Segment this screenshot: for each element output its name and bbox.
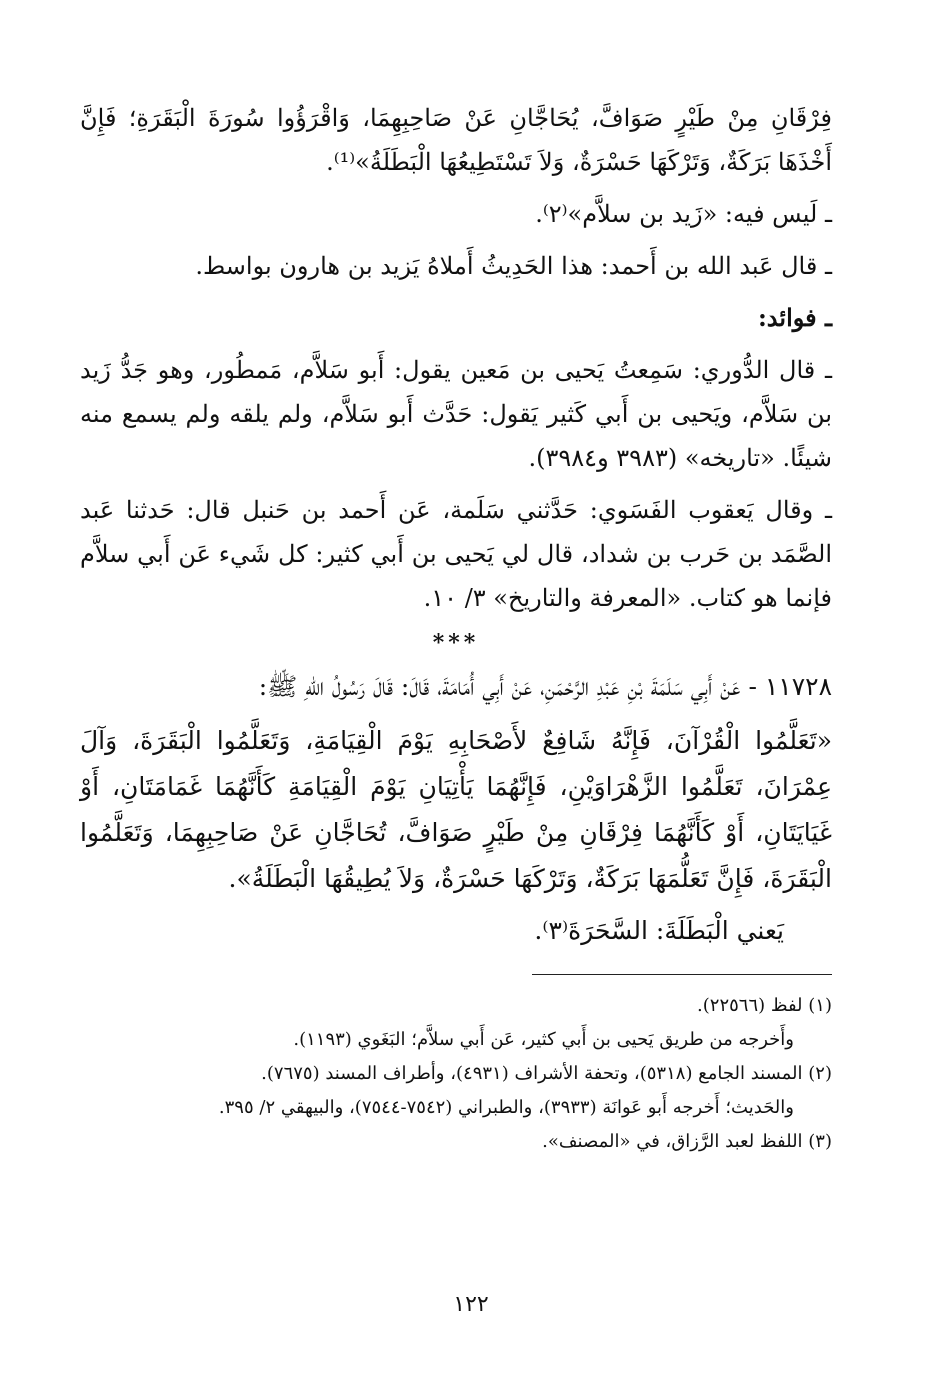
hadith-explanation: يَعني الْبَطَلَةَ: السَّحَرَةَ⁽٣⁾. [534,916,784,945]
paragraph-note-absent: ـ لَيس فيه: «زَيد بن سلاَّم»⁽٢⁾. [535,200,832,228]
hadith-matn: «تَعَلَّمُوا الْقُرْآنَ، فَإِنَّهُ شَافِعٌ لأَصْحَابِهِ يَوْمَ الْقِيَامَةِ، وَتَعَلَّمُوا الْبَقَرَةَ، وَآلَ عِمْرَانَ، تَعَلَّمُوا الزَّهْرَاوَيْنِ، فَإِنَّهُمَا يَأْتِيَانِ يَوْمَ الْقِيَامَةِ كَأَنَّهُمَا غَمَامَتَانِ، أَوْ غَيَايَتَانِ، أَوْ كَأَنَّهُمَا فِرْقَانِ مِنْ طَيْرٍ صَوَافَّ، تُحَاجَّانِ عَنْ صَاحِبِهِمَا، وَتَعَلَّمُوا الْبَقَرَةَ، فَإِنَّ تَعَلُّمَهَا بَرَكَةٌ، وَتَرْكَهَا حَسْرَةٌ، وَلاَ يُطِيقُهَا الْبَطَلَةُ». [80,726,832,893]
fawaid-heading: ـ فوائد: [757,303,832,332]
paragraph-abdullah-comment: ـ قال عَبد الله بن أَحمد: هذا الحَدِيثُ أَملاهُ يَزيد بن هارون بواسط. [195,252,832,280]
paragraph-duri: ـ قال الدُّوري: سَمِعتُ يَحيى بن مَعين يقول: أَبو سَلاَّم، مَمطُور، وهو جَدُّ زَيد بن سَلاَّم، ويَحيى بن أَبي كَثير يَقول: حَدَّث أَبو سَلاَّم، ولم يلقه ولم يسمع منه شيئًا. «تاريخه» (٣٩٨٣ و٣٩٨٤). [80,356,832,472]
footnote-2-continuation: والحَديث؛ أَخرجه أَبو عَوانَة (٣٩٣٣)، والطبراني (٧٥٤٢-٧٥٤٤)، والبيهقي ٢/ ٣٩٥. [218,1097,794,1118]
footnote-2: (٢) المسند الجامع (٥٣١٨)، وتحفة الأشراف (٤٩٣١)، وأطراف المسند (٧٦٧٥). [261,1063,832,1084]
hadith-isnad: عَنْ أَبِي سَلَمَةَ بْنِ عَبْدِ الرَّحْمَنِ، عَنْ أَبِي أُمَامَةَ، قَالَ: قَالَ رَسُولُ اللهِ ﷺ: [258,672,741,701]
hadith-block [80,664,832,954]
paragraph-fasawi: ـ وقال يَعقوب الفَسَوي: حَدَّثني سَلَمة، عَن أَحمد بن حَنبل قال: حَدثنا عَبد الصَّمَد بن حَرب بن شداد، قال لي يَحيى بن أَبي كثير: كل شَيء عَن أَبي سلاَّم فإنما هو كتاب. «المعرفة والتاريخ» ٣/ ١٠. [80,496,832,612]
hadith-number: ١١٧٢٨ - [748,672,832,701]
main-text [80,96,832,620]
footnotes [80,989,832,1159]
footnote-divider [532,974,832,975]
paragraph-continuation: فِرْقَانِ مِنْ طَيْرٍ صَوَافَّ، يُحَاجَّانِ عَنْ صَاحِبِهِمَا، وَاقْرَؤُوا سُورَةَ الْبَقَرَةِ؛ فَإِنَّ أَخْذَهَا بَرَكَةٌ، وَتَرْكَهَا حَسْرَةٌ، وَلاَ تَسْتَطِيعُهَا الْبَطَلَةُ»⁽¹⁾. [80,104,832,176]
section-separator: *** [432,630,480,656]
footnote-1-continuation: وأَخرجه من طريق يَحيى بن أَبي كثير، عَن أَبي سلاَّم؛ البَغَوي (١١٩٣). [293,1029,794,1050]
footnote-1: (١) لفظ (٢٢٥٦٦). [697,995,832,1016]
hadith-isnad-line [80,664,832,710]
footnote-3: (٣) اللفظ لعبد الرَّزاق، في «المصنف». [542,1131,832,1152]
page-body [80,96,832,1159]
page-number: ١٢٢ [453,1292,489,1317]
